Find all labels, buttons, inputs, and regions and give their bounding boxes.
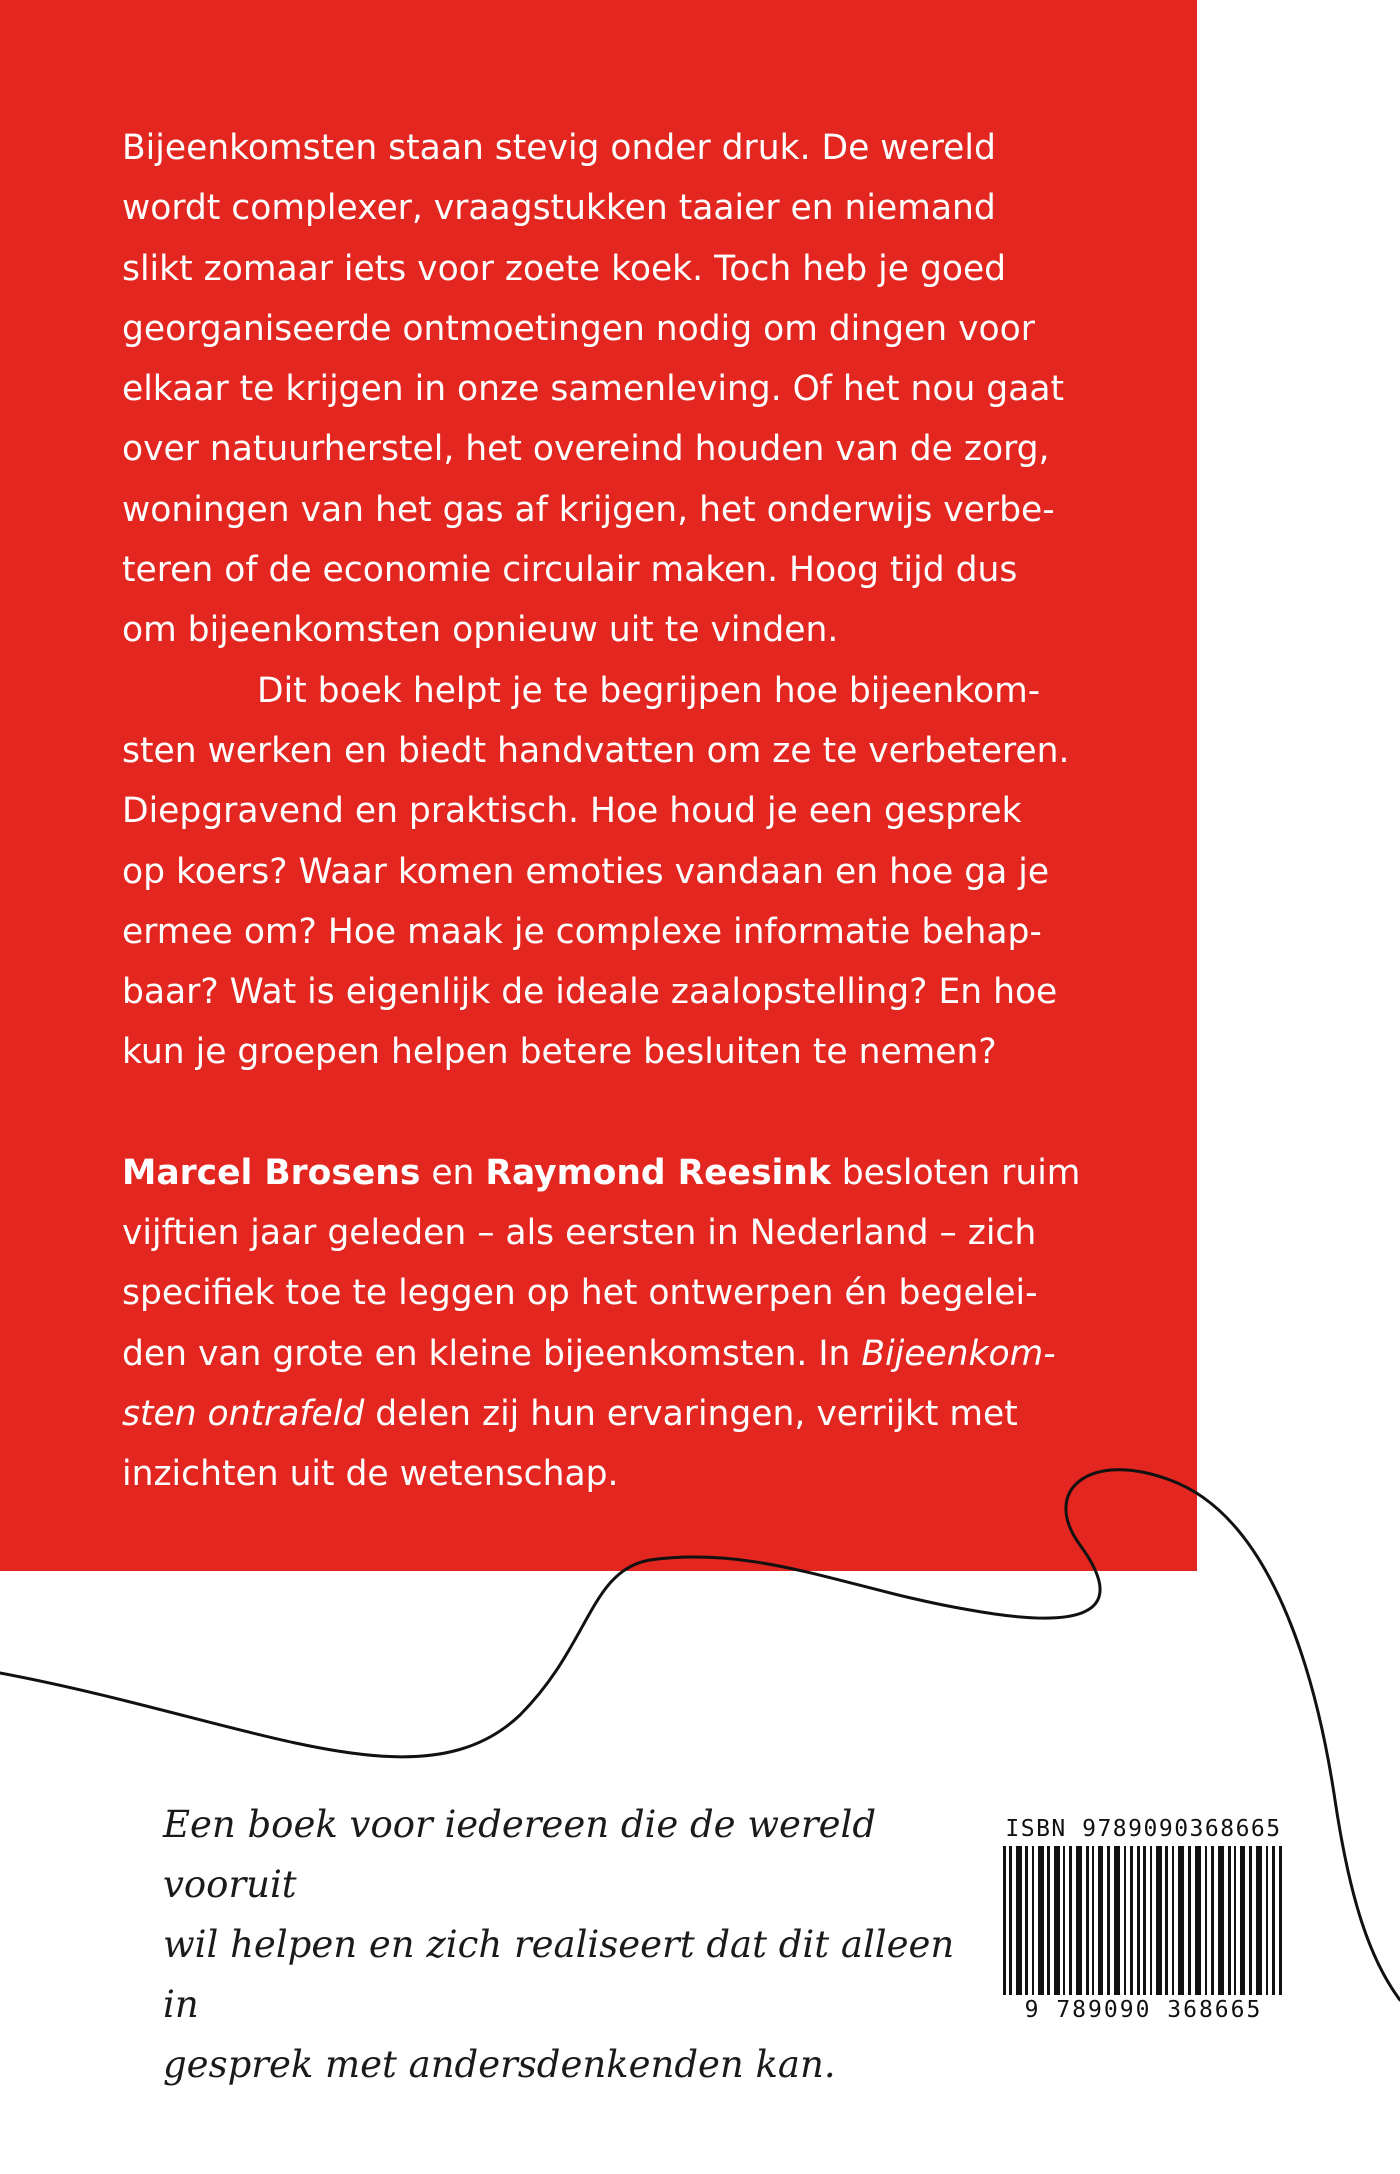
author-text-1: besloten ruim vijftien jaar geleden – als eersten in Nederland – zich specifiek toe te leggen op het ontwerpen én begelei- den van grote en kleine bijeenkomsten. In: [122, 1152, 1081, 1374]
author-1: Marcel Brosens: [122, 1152, 421, 1193]
author-paragraph: [122, 1143, 1088, 1505]
book-title: Bijeenkom- sten ontrafeld: [122, 1333, 1056, 1434]
blurb: [122, 118, 1088, 1505]
paragraph-gap: [122, 1083, 1088, 1143]
tagline: Een boek voor iedereen die de wereld vooruit wil helpen en zich realiseert dat dit alleen in gesprek met andersdenkenden kan.: [163, 1803, 955, 2086]
isbn-label: ISBN 9789090368665: [1005, 1816, 1282, 1842]
blurb-paragraph-2: Dit boek helpt je te begrijpen hoe bijeenkom- sten werken en biedt handvatten om ze te verbeteren. Diepgravend en praktisch. Hoe houd je een gesprek op koers? Waar komen emoties vandaan en hoe ga je ermee om? Hoe maak je complexe informatie behap- baar? Wat is eigenlijk de ideale zaalopstelling? En hoe kun je groepen helpen betere besluiten te nemen?: [122, 670, 1070, 1073]
barcode-icon: [991, 1814, 1296, 2024]
barcode-digits: 9 789090 368665: [991, 1995, 1296, 2025]
author-text-2: delen zij hun ervaringen, verrijkt met inzichten uit de wetenschap.: [122, 1393, 1018, 1495]
author-connector: en: [420, 1152, 486, 1193]
author-2: Raymond Reesink: [485, 1152, 831, 1193]
blurb-paragraph-1: Bijeenkomsten staan stevig onder druk. De wereld wordt complexer, vraagstukken taaier en niemand slikt zomaar iets voor zoete koek. Toch heb je goed georganiseerde ontmoetingen nodig om dingen voor elkaar te krijgen in onze samenleving. Of het nou gaat over natuurherstel, het overeind houden van de zorg, woningen van het gas af krijgen, het onderwijs verbe- teren of de economie circulair maken. Hoog tijd dus om bijeenkomsten opnieuw uit te vinden.: [122, 128, 1065, 651]
